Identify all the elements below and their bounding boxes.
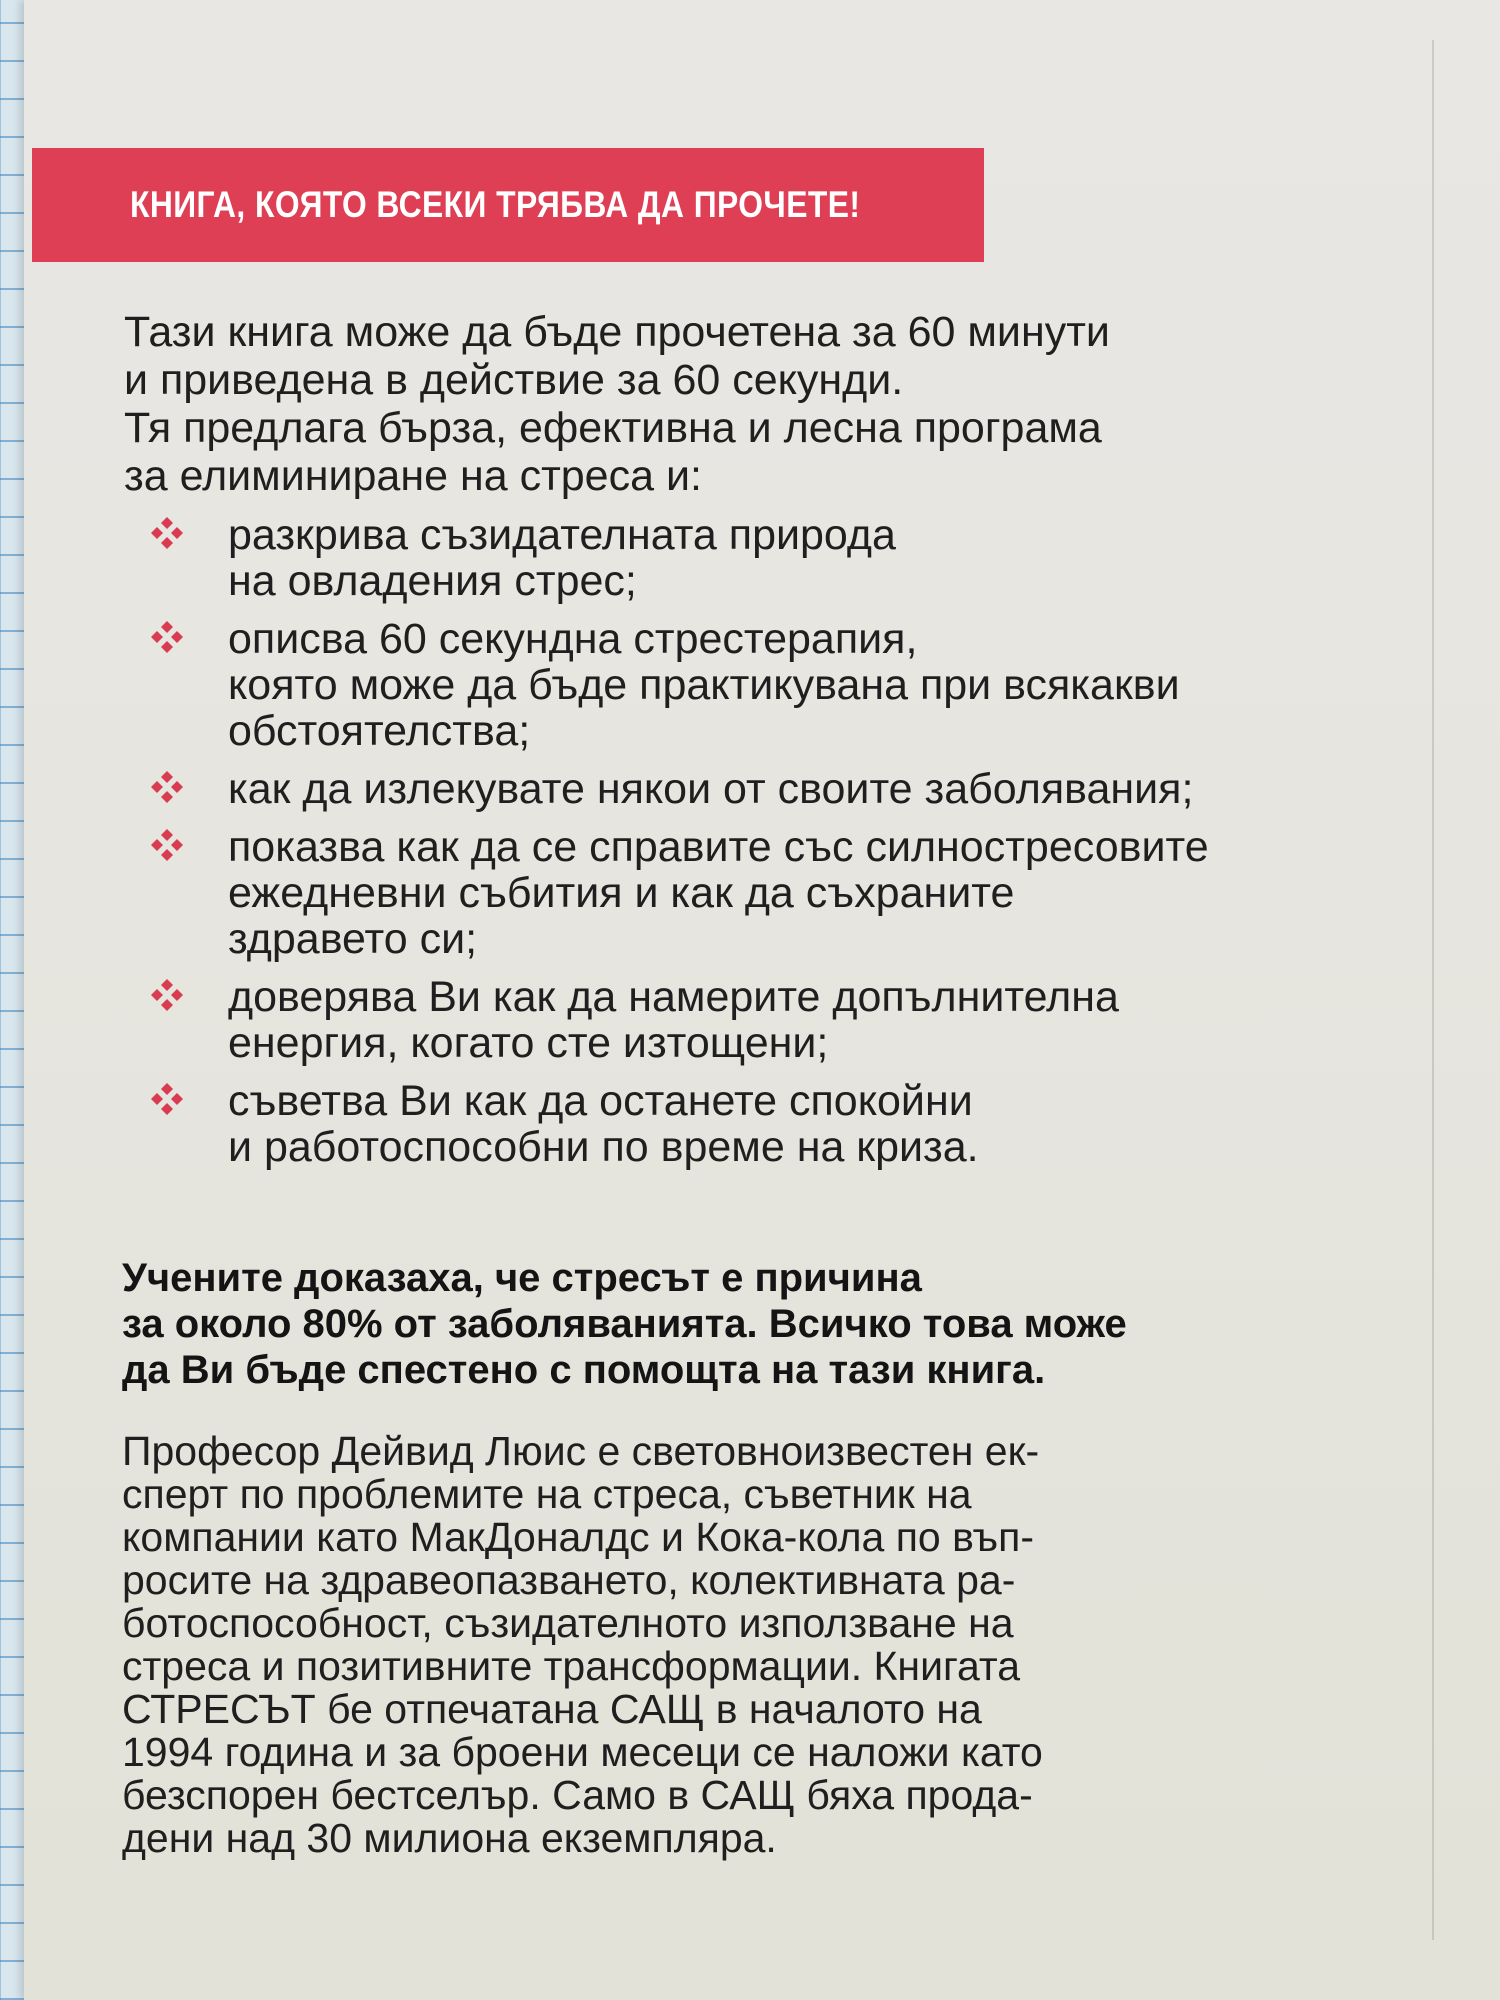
author-paragraph bbox=[122, 1430, 1362, 1860]
red-diamond-quad-icon bbox=[150, 516, 184, 550]
list-item-line: здравето си; bbox=[228, 915, 478, 963]
red-diamond-quad-icon bbox=[150, 828, 184, 862]
benefits-list bbox=[124, 512, 1384, 1182]
red-diamond-quad-icon bbox=[150, 770, 184, 804]
intro-line: Тази книга може да бъде прочетена за 60 минути bbox=[124, 308, 1110, 356]
intro-line: и приведена в действие за 60 секунди. bbox=[124, 356, 904, 404]
list-item bbox=[124, 824, 1384, 962]
highlight-line: Учените доказаха, че стресът е причина bbox=[122, 1256, 922, 1300]
headline-banner bbox=[32, 148, 984, 262]
author-line: безспорен бестселър. Само в САЩ бяха прода- bbox=[122, 1772, 1033, 1818]
intro-line: Тя предлага бърза, ефективна и лесна програма bbox=[124, 404, 1102, 452]
list-item-line: и работоспособни по време на криза. bbox=[228, 1123, 979, 1171]
list-item-line: доверява Ви как да намерите допълнителна bbox=[228, 973, 1119, 1021]
highlight-line: да Ви бъде спестено с помощта на тази книга. bbox=[122, 1348, 1046, 1392]
list-item bbox=[124, 616, 1384, 754]
list-item-line: как да излекувате някои от своите заболявания; bbox=[228, 765, 1194, 813]
page-fold-line bbox=[1432, 40, 1434, 1940]
book-back-cover bbox=[24, 0, 1500, 2000]
banner-title: КНИГА, КОЯТО ВСЕКИ ТРЯБВА ДА ПРОЧЕТЕ! bbox=[130, 184, 861, 225]
author-line: росите на здравеопазването, колективната ра- bbox=[122, 1557, 1016, 1603]
list-item-line: енергия, когато сте изтощени; bbox=[228, 1019, 829, 1067]
author-line: СТРЕСЪТ бе отпечатана САЩ в началото на bbox=[122, 1686, 982, 1732]
intro-paragraph bbox=[124, 308, 1354, 500]
list-item-line: обстоятелства; bbox=[228, 707, 531, 755]
list-item bbox=[124, 1078, 1384, 1170]
author-line: Професор Дейвид Люис е световноизвестен ек- bbox=[122, 1428, 1040, 1474]
highlight-line: за около 80% от заболяванията. Всичко това може bbox=[122, 1302, 1127, 1346]
list-item-line: описва 60 секундна стрестерапия, bbox=[228, 615, 918, 663]
intro-line: за елиминиране на стреса и: bbox=[124, 452, 702, 500]
red-diamond-quad-icon bbox=[150, 978, 184, 1012]
list-item-line: съветва Ви как да останете спокойни bbox=[228, 1077, 973, 1125]
list-item-line: ежедневни събития и как да съхраните bbox=[228, 869, 1015, 917]
author-line: 1994 година и за броени месеци се наложи като bbox=[122, 1729, 1043, 1775]
list-item-line: показва как да се справите със силностресовите bbox=[228, 823, 1209, 871]
red-diamond-quad-icon bbox=[150, 620, 184, 654]
list-item bbox=[124, 512, 1384, 604]
author-line: ботоспособност, съзидателното използване на bbox=[122, 1600, 1014, 1646]
list-item-line: на овладения стрес; bbox=[228, 557, 637, 605]
red-diamond-quad-icon bbox=[150, 1082, 184, 1116]
highlight-paragraph bbox=[122, 1255, 1382, 1393]
author-line: стреса и позитивните трансформации. Книгата bbox=[122, 1643, 1021, 1689]
list-item-line: разкрива съзидателната природа bbox=[228, 511, 896, 559]
list-item bbox=[124, 766, 1384, 812]
author-line: компании като МакДоналдс и Кока-кола по въп- bbox=[122, 1514, 1035, 1560]
list-item bbox=[124, 974, 1384, 1066]
author-line: сперт по проблемите на стреса, съветник на bbox=[122, 1471, 972, 1517]
author-line: дени над 30 милиона екземпляра. bbox=[122, 1815, 777, 1861]
list-item-line: която може да бъде практикувана при всякакви bbox=[228, 661, 1180, 709]
